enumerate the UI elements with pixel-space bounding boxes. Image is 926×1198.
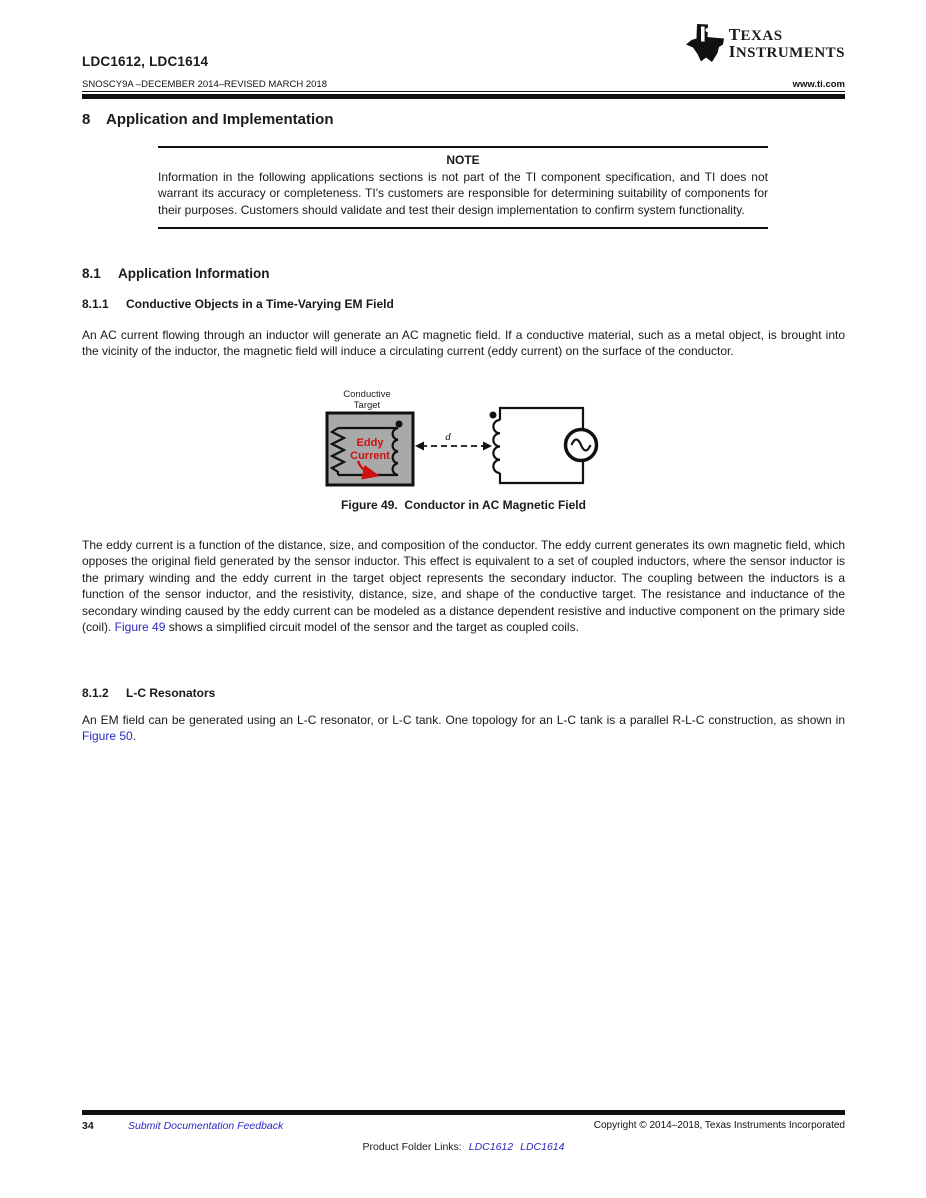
sensor-coil xyxy=(493,420,500,473)
footer-page-number: 34 xyxy=(82,1120,94,1132)
product-link-ldc1614[interactable]: LDC1614 xyxy=(520,1141,565,1153)
ti-logo xyxy=(685,23,845,63)
section-8-title: Application and Implementation xyxy=(106,111,334,128)
texas-instruments-state-icon xyxy=(685,23,725,63)
section-8-number: 8 xyxy=(82,111,91,128)
header-thick-rule xyxy=(82,94,845,99)
header-doc-meta: SNOSCY9A –DECEMBER 2014–REVISED MARCH 2018 xyxy=(82,79,327,90)
distance-label: d xyxy=(445,431,451,443)
note-box xyxy=(158,146,768,229)
target-label-line1: Conductive xyxy=(343,389,391,400)
product-link-ldc1612[interactable]: LDC1612 xyxy=(468,1141,514,1153)
paragraph-lc-post: . xyxy=(132,729,137,744)
paragraph-lc-pre: An EM field can be generated using an L-C resonator, or L-C tank. One topology for an L-C tank is a parallel R-L-C construction, as shown in xyxy=(82,713,845,727)
figure-49-diagram xyxy=(320,384,602,502)
paragraph-eddy-current-post: shows a simplified circuit model of the sensor and the target as coupled coils. xyxy=(165,620,579,635)
paragraph-eddy-current xyxy=(82,537,845,635)
section-8-heading xyxy=(82,111,334,128)
note-body: Information in the following applications sections is not part of the TI component specification, and TI does not warrant its accuracy or completeness. TI's customers are responsible for determining suitability of components for their purposes. Customers should validate and test their design implementation to confirm system functionality. xyxy=(158,170,768,217)
header-thin-rule xyxy=(82,91,845,92)
section-8-1-1-title: Conductive Objects in a Time-Varying EM Field xyxy=(126,297,394,311)
paragraph-conductive-objects: An AC current flowing through an inductor will generate an AC magnetic field. If a conductive material, such as a metal object, is brought into the vicinity of the inductor, the magnetic field will induce a circulating current (eddy current) on the surface of the conductor. xyxy=(82,328,845,359)
eddy-label-line2: Current xyxy=(350,450,390,462)
paragraph-lc-resonators xyxy=(82,712,845,745)
section-8-1-number: 8.1 xyxy=(82,266,101,281)
target-coil-dot xyxy=(396,421,403,428)
footer-product-folder xyxy=(82,1141,845,1153)
sensor-coil-dot xyxy=(490,412,497,419)
ti-logo-text xyxy=(729,23,845,61)
note-title: NOTE xyxy=(446,153,480,167)
section-8-1-2-heading xyxy=(82,686,215,700)
section-8-1-title: Application Information xyxy=(118,266,270,281)
section-8-1-2-number: 8.1.2 xyxy=(82,686,109,700)
figure-50-link[interactable]: Figure 50 xyxy=(82,729,133,744)
submit-documentation-feedback-link[interactable]: Submit Documentation Feedback xyxy=(128,1120,284,1132)
section-8-1-1-heading xyxy=(82,297,394,311)
figure-49-link[interactable]: Figure 49 xyxy=(114,620,166,635)
ac-source-icon xyxy=(566,430,597,461)
distance-arrow xyxy=(415,442,492,451)
ti-logo-line1: TEXAS xyxy=(728,25,783,44)
footer-rule xyxy=(82,1110,845,1115)
figure-49-caption: Figure 49. Conductor in AC Magnetic Field xyxy=(341,498,586,512)
ti-logo-line2: INSTRUMENTS xyxy=(728,42,845,61)
section-8-1-1-number: 8.1.1 xyxy=(82,297,109,311)
eddy-label-line1: Eddy xyxy=(356,437,384,449)
product-folder-label: Product Folder Links: xyxy=(362,1141,462,1153)
header-website-link[interactable]: www.ti.com xyxy=(792,79,845,90)
header-part-numbers: LDC1612, LDC1614 xyxy=(82,54,209,69)
footer-copyright: Copyright © 2014–2018, Texas Instruments Incorporated xyxy=(593,1120,845,1131)
target-label-line2: Target xyxy=(353,400,381,411)
paragraph-eddy-current-pre: The eddy current is a function of the distance, size, and composition of the conductor. The eddy current generates its own magnetic field, which opposes the original field generated by the sensor inductor. This effect is equivalent to a set of coupled inductors, where the sensor inductor is the primary winding and the eddy current in the target object represents the secondary inductor. The coupling between the inductors is a function of the sensor inductor, and the resistivity, distance, size, and shape of the conductive target. The resistance and inductance of the secondary winding caused by the eddy current can be modeled as a distance dependent resistive and inductive component on the primary side (coil). xyxy=(82,538,845,635)
section-8-1-2-title: L-C Resonators xyxy=(126,686,216,700)
section-8-1-heading xyxy=(82,266,270,281)
